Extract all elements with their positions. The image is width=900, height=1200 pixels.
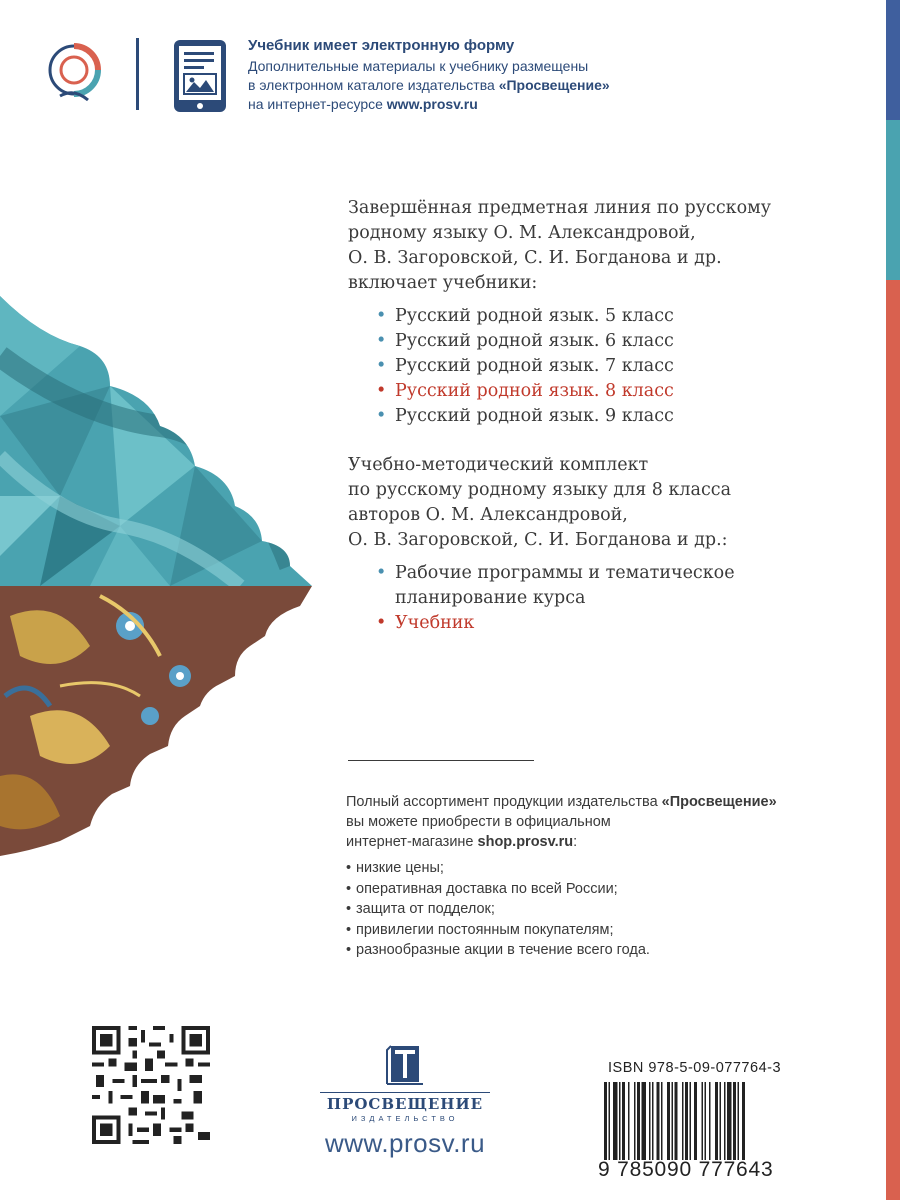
list-item: • привилегии постоянным покупателям; bbox=[346, 920, 826, 941]
series-intro-3: О. В. Загоровской, С. И. Богданова и др. bbox=[348, 248, 722, 268]
shop-info bbox=[346, 792, 826, 961]
barcode-icon bbox=[604, 1082, 792, 1160]
edge-stripe-blue bbox=[886, 0, 900, 120]
list-item: • разнообразные акции в течение всего года. bbox=[346, 940, 826, 961]
kit-item-1-line-2: планирование курса bbox=[395, 588, 586, 608]
header-line-2 bbox=[248, 76, 610, 95]
shop-benefits-list bbox=[346, 858, 826, 961]
kit-intro-1: Учебно-методический комплект bbox=[348, 455, 649, 475]
list-item-current: • Русский родной язык. 8 класс bbox=[376, 379, 848, 404]
header-line-3 bbox=[248, 95, 610, 114]
header-line-3-text: на интернет-ресурсе bbox=[248, 96, 387, 112]
list-item: • Русский родной язык. 9 класс bbox=[376, 404, 848, 429]
series-intro-2: родному языку О. М. Александровой, bbox=[348, 223, 696, 243]
shop-line-1-text: Полный ассортимент продукции издательства bbox=[346, 794, 662, 810]
list-item: • Русский родной язык. 5 класс bbox=[376, 304, 848, 329]
publisher-logo-icon bbox=[385, 1044, 425, 1088]
shop-line-2: вы можете приобрести в официальном bbox=[346, 814, 611, 830]
header-line-1: Дополнительные материалы к учебнику размещены bbox=[248, 58, 589, 74]
qr-code-icon[interactable] bbox=[92, 1026, 210, 1144]
electronic-form-header bbox=[46, 34, 686, 114]
list-item-current: • Учебник bbox=[376, 611, 848, 636]
publisher-name: ПРОСВЕЩЕНИЕ bbox=[320, 1092, 490, 1113]
series-book-list bbox=[348, 304, 848, 429]
header-text bbox=[248, 36, 610, 114]
section-divider bbox=[348, 760, 534, 761]
publisher-block bbox=[320, 1044, 490, 1158]
series-intro-1: Завершённая предметная линия по русскому bbox=[348, 198, 772, 218]
series-description bbox=[348, 196, 848, 636]
efu-logo-icon bbox=[46, 40, 106, 110]
list-item bbox=[376, 561, 848, 611]
decorative-ornament bbox=[0, 296, 312, 856]
list-item: • оперативная доставка по всей России; bbox=[346, 879, 826, 900]
publisher-name-bold: «Просвещение» bbox=[661, 794, 777, 810]
kit-list bbox=[348, 561, 848, 636]
list-item: • низкие цены; bbox=[346, 858, 826, 879]
list-item: • защита от подделок; bbox=[346, 899, 826, 920]
kit-item-1-line-1: Рабочие программы и тематическое bbox=[395, 563, 735, 583]
isbn-barcode-block bbox=[596, 1056, 800, 1186]
header-line-2-text: в электронном каталоге издательства bbox=[248, 77, 499, 93]
series-intro-4: включает учебники: bbox=[348, 273, 538, 293]
shop-line-3-text: интернет-магазине bbox=[346, 834, 478, 850]
shop-line-1 bbox=[346, 792, 826, 812]
list-item: • Русский родной язык. 7 класс bbox=[376, 354, 848, 379]
shop-link[interactable]: shop.prosv.ru bbox=[477, 834, 574, 850]
kit-intro-3: авторов О. М. Александровой, bbox=[348, 505, 628, 525]
header-title: Учебник имеет электронную форму bbox=[248, 37, 515, 54]
edge-stripe-red bbox=[886, 280, 900, 1200]
list-item: • Русский родной язык. 6 класс bbox=[376, 329, 848, 354]
shop-line-3 bbox=[346, 832, 826, 852]
shop-line-3-suffix: : bbox=[573, 834, 578, 850]
tablet-icon bbox=[172, 38, 228, 114]
edge-stripe-teal bbox=[886, 120, 900, 280]
publisher-name-bold: «Просвещение» bbox=[498, 77, 610, 93]
barcode-digits: 9 785090 777643 bbox=[598, 1158, 774, 1181]
publisher-url[interactable]: www.prosv.ru bbox=[324, 1128, 486, 1158]
publisher-subtitle: ИЗДАТЕЛЬСТВО bbox=[351, 1114, 459, 1123]
header-divider bbox=[136, 38, 139, 110]
kit-intro-4: О. В. Загоровской, С. И. Богданова и др.: bbox=[348, 530, 728, 550]
website-link[interactable]: www.prosv.ru bbox=[386, 96, 478, 112]
kit-intro-2: по русскому родному языку для 8 класса bbox=[348, 480, 732, 500]
isbn-number: ISBN 978-5-09-077764-3 bbox=[608, 1060, 782, 1076]
